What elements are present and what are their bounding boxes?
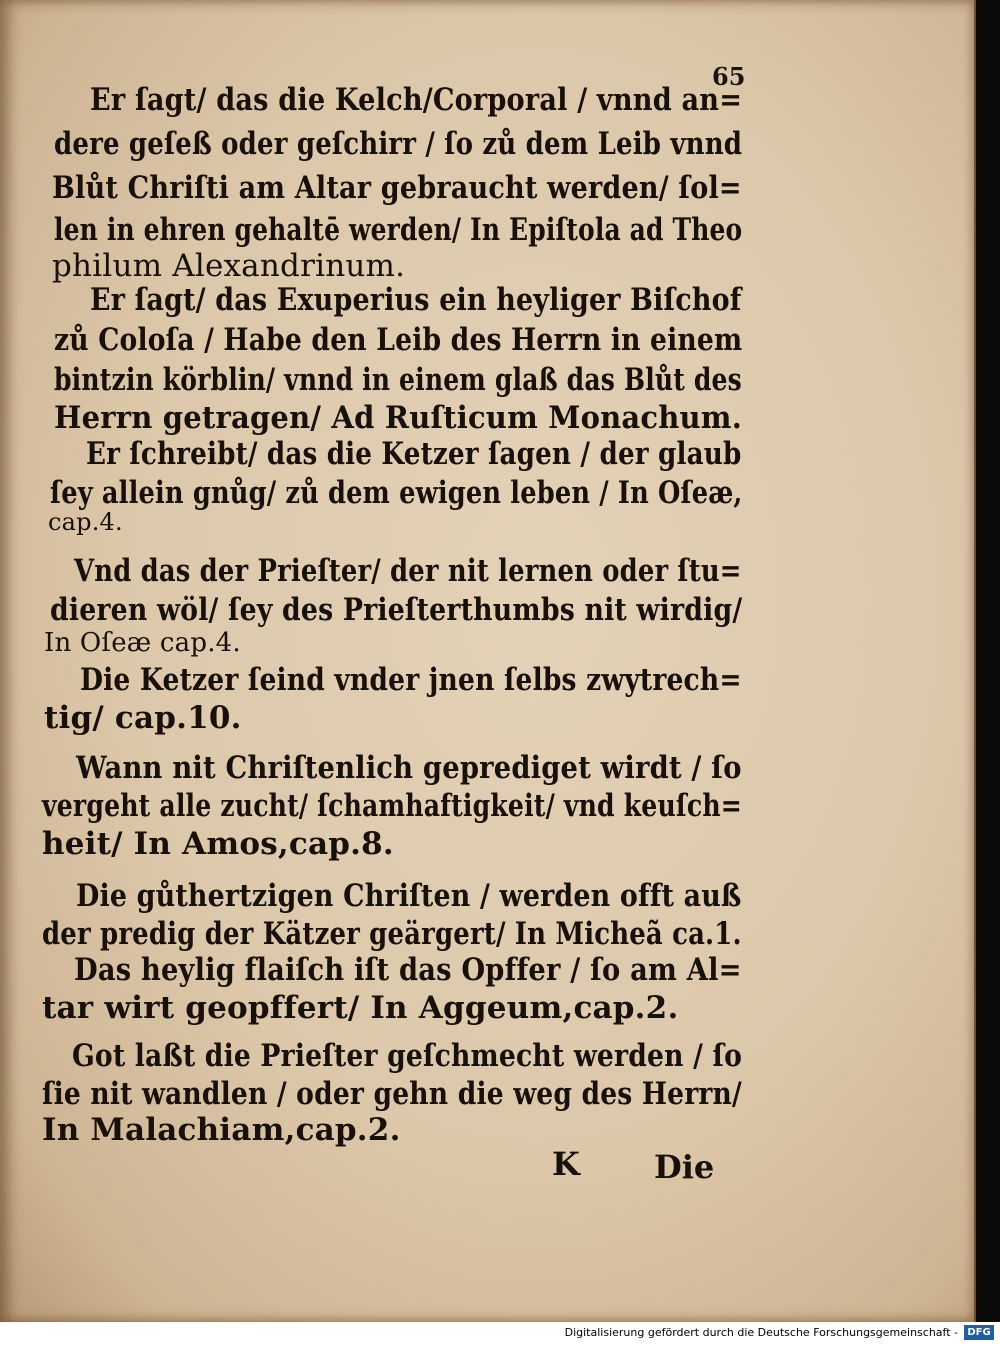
text-line: Er ſagt/ das Exuperius ein heyliger Biſchof: [90, 282, 742, 318]
text-line: Die Ketzer ſeind vnder jnen ſelbs zwytrech=: [80, 662, 742, 698]
text-line: ſie nit wandlen / oder gehn die weg des Herrn/: [42, 1076, 742, 1112]
funding-credit: Digitalisierung gefördert durch die Deutsche Forschungsgemeinschaft -: [564, 1326, 958, 1339]
text-line: Got laßt die Prieſter geſchmecht werden / ſo: [72, 1038, 743, 1074]
text-line: Wann nit Chriſtenlich geprediget wirdt / ſo: [76, 750, 742, 786]
text-line: zů Coloſa / Habe den Leib des Herrn in einem: [54, 322, 743, 358]
footer-bar: [0, 1322, 1000, 1345]
text-line: ſey allein gnůg/ zů dem ewigen leben / In Oſeæ,: [50, 475, 743, 511]
folio-number: 65: [712, 62, 746, 91]
text-line: Vnd das der Prieſter/ der nit lernen oder ſtu=: [74, 553, 742, 589]
catchword: Die: [654, 1148, 715, 1186]
text-line: bintzin körblin/ vnnd in einem glaß das Blůt des: [54, 362, 742, 398]
text-line: In Malachiam,cap.2.: [42, 1112, 401, 1148]
text-line: dieren wöl/ ſey des Prieſterthumbs nit wirdig/: [50, 592, 743, 628]
text-line: len in ehren gehaltē werden/ In Epiſtola ad Theo: [54, 212, 743, 248]
text-line: tar wirt geopffert/ In Aggeum,cap.2.: [42, 990, 679, 1026]
text-line: Herrn getragen/ Ad Ruſticum Monachum.: [54, 400, 742, 436]
text-line: cap.4.: [48, 508, 123, 536]
text-line: Das heylig flaiſch iſt das Opffer / ſo am Al=: [74, 952, 742, 988]
text-line: tig/ cap.10.: [44, 700, 242, 736]
text-line: Er ſagt/ das die Kelch/Corporal / vnnd an=: [90, 82, 743, 118]
signature-mark: K: [552, 1145, 580, 1183]
text-line: In Oſeæ cap.4.: [44, 628, 241, 658]
text-line: vergeht alle zucht/ ſchamhaftigkeit/ vnd keuſch=: [42, 788, 743, 824]
text-line: philum Alexandrinum.: [52, 248, 406, 284]
text-line: Die gůthertzigen Chriſten / werden offt auß: [76, 878, 742, 914]
text-line: dere geſeß oder geſchirr / ſo zů dem Leib vnnd: [54, 126, 743, 162]
text-line: heit/ In Amos,cap.8.: [42, 826, 394, 862]
dfg-logo-icon: DFG: [964, 1325, 994, 1340]
text-line: Blůt Chriſti am Altar gebraucht werden/ ſol=: [52, 170, 742, 206]
text-line: der predig der Kätzer geärgert/ In Micheã ca.1.: [42, 916, 742, 952]
text-line: Er ſchreibt/ das die Ketzer ſagen / der glaub: [86, 436, 742, 472]
